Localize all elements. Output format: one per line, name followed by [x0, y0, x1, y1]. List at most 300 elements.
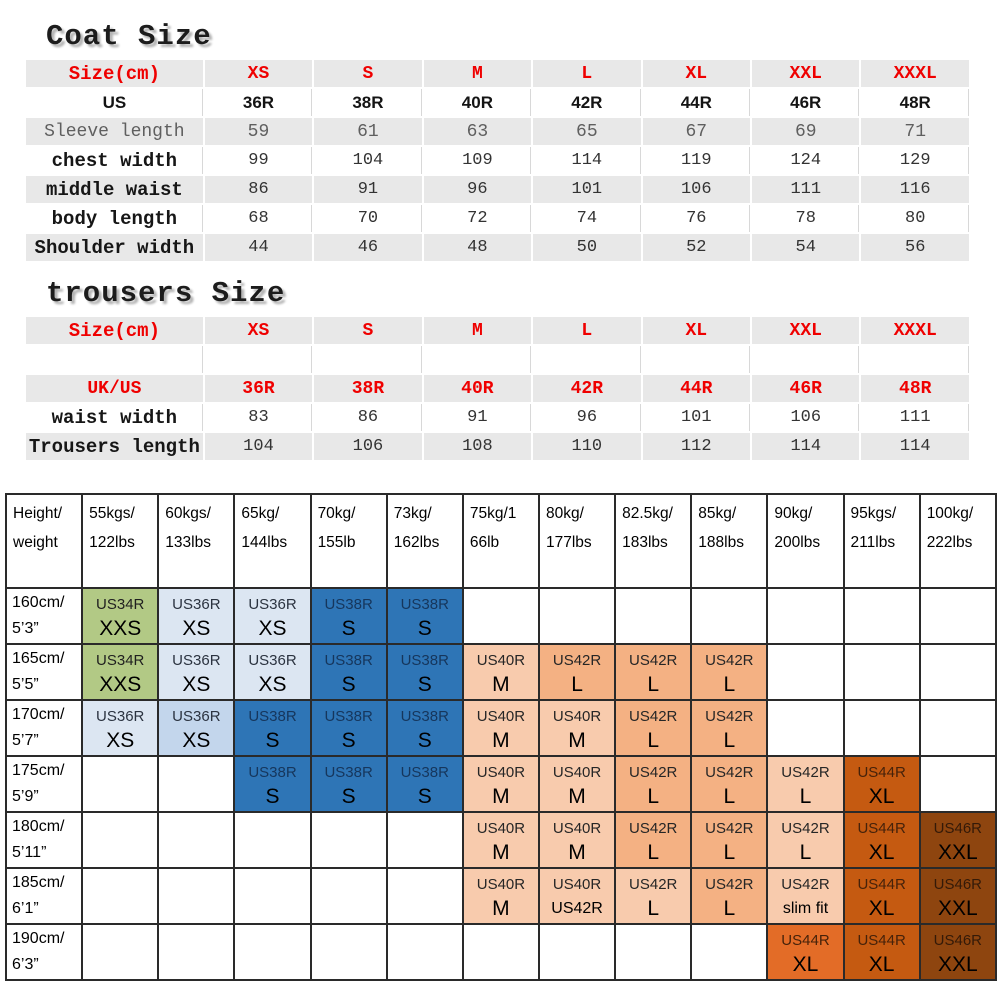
value-cell: 112 — [643, 433, 752, 462]
fit-size-code: US42R — [705, 652, 754, 669]
fit-size-letter: XXS — [99, 617, 142, 640]
value-cell: 63 — [424, 118, 533, 147]
matrix-row — [6, 588, 996, 644]
fit-cell — [158, 588, 234, 644]
value-cell: 68 — [205, 205, 314, 234]
fit-size-letter: XS — [258, 617, 287, 640]
value-cell: 80 — [861, 205, 971, 234]
size-header-cell: XXXL — [861, 317, 971, 346]
matrix-row — [6, 924, 996, 980]
fit-size-letter: L — [647, 785, 660, 808]
fit-size-letter: L — [647, 673, 660, 696]
fit-size-letter: M — [492, 673, 510, 696]
value-cell: 91 — [314, 176, 423, 205]
value-cell: 40R — [424, 89, 533, 118]
fit-size-letter: XS — [258, 673, 287, 696]
fit-cell — [82, 700, 158, 756]
fit-cell — [920, 812, 996, 868]
fit-size-letter: S — [417, 785, 432, 808]
empty-fit-cell — [844, 588, 920, 644]
value-cell: 116 — [861, 176, 971, 205]
value-cell: 40R — [424, 375, 533, 404]
fit-size-letter: L — [723, 673, 736, 696]
size-header-cell: L — [533, 60, 642, 89]
fit-size-code: US36R — [96, 708, 145, 725]
size-header-label: Size(cm) — [26, 60, 205, 89]
fit-size-letter: L — [799, 785, 812, 808]
empty-fit-cell — [463, 924, 539, 980]
value-cell: 78 — [752, 205, 861, 234]
value-cell: 52 — [643, 234, 752, 263]
height-label-cell: 160cm/ 5’3” — [6, 588, 82, 644]
fit-cell — [311, 700, 387, 756]
matrix-row — [6, 812, 996, 868]
table-row — [26, 375, 971, 404]
value-cell: 50 — [533, 234, 642, 263]
weight-header-cell: 85kg/ 188lbs — [691, 494, 767, 588]
value-cell: 61 — [314, 118, 423, 147]
empty-fit-cell — [158, 924, 234, 980]
empty-fit-cell — [82, 924, 158, 980]
fit-size-code: US44R — [857, 932, 906, 949]
fit-size-code: US40R — [476, 876, 526, 893]
coat-size-table — [26, 60, 971, 263]
fit-cell — [463, 644, 539, 700]
fit-size-letter: S — [341, 673, 356, 696]
fit-cell — [311, 588, 387, 644]
fit-size-letter: US42R — [551, 900, 603, 917]
fit-cell — [615, 644, 691, 700]
size-header-cell: XXL — [752, 317, 861, 346]
empty-fit-cell — [920, 644, 996, 700]
fit-cell — [767, 868, 843, 924]
fit-cell — [539, 868, 615, 924]
fit-size-code: US38R — [400, 596, 449, 613]
size-header-row — [26, 317, 971, 346]
empty-fit-cell — [311, 868, 387, 924]
row-label-cell: Trousers length — [26, 433, 205, 462]
fit-size-code: US42R — [705, 764, 754, 781]
fit-size-letter: L — [647, 897, 660, 920]
fit-cell — [767, 756, 843, 812]
fit-cell — [615, 812, 691, 868]
fit-cell — [234, 700, 310, 756]
fit-size-code: US36R — [172, 708, 221, 725]
fit-size-letter: XXL — [937, 953, 978, 976]
value-cell: 36R — [205, 375, 314, 404]
empty-fit-cell — [920, 756, 996, 812]
fit-size-code: US44R — [857, 876, 906, 893]
fit-size-code: US38R — [248, 764, 297, 781]
empty-fit-cell — [844, 700, 920, 756]
height-label-cell: 185cm/ 6’1” — [6, 868, 82, 924]
fit-cell — [615, 700, 691, 756]
height-label-cell: 170cm/ 5’7” — [6, 700, 82, 756]
table-row — [26, 205, 971, 234]
table-row — [26, 433, 971, 462]
empty-fit-cell — [691, 588, 767, 644]
fit-size-letter: S — [417, 617, 432, 640]
row-label-cell: chest width — [26, 147, 205, 176]
value-cell — [643, 346, 752, 375]
empty-fit-cell — [234, 924, 310, 980]
fit-size-code: US42R — [781, 820, 830, 837]
fit-size-code: US40R — [476, 708, 526, 725]
fit-size-letter: L — [647, 841, 660, 864]
fit-size-letter: XL — [868, 897, 895, 920]
size-header-cell: L — [533, 317, 642, 346]
coat-size-title: Coat Size — [46, 20, 212, 53]
fit-size-code: US40R — [552, 876, 602, 893]
empty-fit-cell — [82, 756, 158, 812]
fit-cell — [387, 700, 463, 756]
height-weight-fit-matrix — [5, 493, 997, 981]
value-cell: 114 — [533, 147, 642, 176]
fit-size-code: US42R — [629, 820, 678, 837]
size-header-cell: S — [314, 60, 423, 89]
fit-size-code: US42R — [552, 652, 602, 669]
empty-fit-cell — [234, 812, 310, 868]
value-cell: 104 — [314, 147, 423, 176]
fit-size-letter: M — [568, 841, 586, 864]
weight-header-cell: 82.5kg/ 183lbs — [615, 494, 691, 588]
empty-fit-cell — [387, 868, 463, 924]
fit-size-code: US44R — [781, 932, 830, 949]
size-header-cell: XXXL — [861, 60, 971, 89]
fit-size-letter: slim fit — [782, 900, 829, 917]
value-cell: 44R — [643, 375, 752, 404]
size-header-row — [26, 60, 971, 89]
fit-size-code: US42R — [705, 876, 754, 893]
fit-cell — [387, 756, 463, 812]
fit-size-code: US34R — [96, 652, 145, 669]
fit-size-code: US42R — [781, 876, 830, 893]
fit-size-letter: XL — [868, 841, 895, 864]
weight-header-cell: 80kg/ 177lbs — [539, 494, 615, 588]
empty-fit-cell — [463, 588, 539, 644]
value-cell — [424, 346, 533, 375]
size-header-cell: M — [424, 317, 533, 346]
fit-size-letter: XXS — [99, 673, 142, 696]
table-row — [26, 118, 971, 147]
size-header-cell: XL — [643, 60, 752, 89]
empty-fit-cell — [234, 868, 310, 924]
fit-cell — [387, 644, 463, 700]
value-cell: 48R — [861, 89, 971, 118]
fit-cell — [463, 700, 539, 756]
row-label-cell: Shoulder width — [26, 234, 205, 263]
fit-size-letter: M — [492, 785, 510, 808]
height-label-cell: 180cm/ 5’11” — [6, 812, 82, 868]
empty-fit-cell — [539, 588, 615, 644]
fit-size-letter: M — [568, 785, 586, 808]
fit-cell — [463, 756, 539, 812]
fit-size-code: US38R — [324, 596, 373, 613]
fit-size-letter: S — [341, 617, 356, 640]
value-cell: 67 — [643, 118, 752, 147]
fit-size-letter: L — [723, 785, 736, 808]
value-cell — [533, 346, 642, 375]
size-header-label: Size(cm) — [26, 317, 205, 346]
fit-cell — [463, 812, 539, 868]
value-cell: 83 — [205, 404, 314, 433]
fit-size-letter: S — [341, 785, 356, 808]
fit-size-letter: XS — [182, 729, 211, 752]
value-cell: 106 — [643, 176, 752, 205]
matrix-header-row — [6, 494, 996, 588]
row-label-cell: waist width — [26, 404, 205, 433]
fit-cell — [615, 756, 691, 812]
value-cell: 54 — [752, 234, 861, 263]
row-label-cell: UK/US — [26, 375, 205, 404]
fit-size-code: US42R — [705, 820, 754, 837]
fit-size-code: US36R — [248, 652, 297, 669]
fit-cell — [234, 756, 310, 812]
fit-cell — [463, 868, 539, 924]
matrix-row — [6, 868, 996, 924]
value-cell: 119 — [643, 147, 752, 176]
value-cell: 65 — [533, 118, 642, 147]
value-cell: 44 — [205, 234, 314, 263]
fit-size-letter: L — [647, 729, 660, 752]
row-label-cell: Sleeve length — [26, 118, 205, 147]
fit-cell — [615, 868, 691, 924]
fit-size-code: US40R — [476, 764, 526, 781]
empty-fit-cell — [311, 812, 387, 868]
fit-cell — [234, 588, 310, 644]
value-cell — [752, 346, 861, 375]
empty-fit-cell — [615, 924, 691, 980]
value-cell: 91 — [424, 404, 533, 433]
fit-size-letter: XXL — [937, 841, 978, 864]
fit-cell — [844, 924, 920, 980]
weight-header-cell: 55kgs/ 122lbs — [82, 494, 158, 588]
value-cell: 72 — [424, 205, 533, 234]
value-cell: 70 — [314, 205, 423, 234]
empty-fit-cell — [767, 588, 843, 644]
value-cell: 109 — [424, 147, 533, 176]
value-cell: 44R — [643, 89, 752, 118]
value-cell: 59 — [205, 118, 314, 147]
fit-size-letter: M — [568, 729, 586, 752]
fit-cell — [539, 700, 615, 756]
fit-size-letter: S — [417, 673, 432, 696]
fit-cell — [311, 644, 387, 700]
value-cell: 111 — [861, 404, 971, 433]
empty-fit-cell — [844, 644, 920, 700]
matrix-corner-cell: Height/ weight — [6, 494, 82, 588]
fit-size-code: US38R — [324, 764, 373, 781]
fit-size-code: US42R — [781, 764, 830, 781]
weight-header-cell: 90kg/ 200lbs — [767, 494, 843, 588]
fit-cell — [691, 700, 767, 756]
fit-size-letter: L — [723, 897, 736, 920]
fit-size-code: US44R — [857, 764, 906, 781]
fit-cell — [387, 588, 463, 644]
fit-cell — [158, 644, 234, 700]
value-cell: 101 — [533, 176, 642, 205]
empty-fit-cell — [539, 924, 615, 980]
fit-size-code: US38R — [400, 652, 449, 669]
size-header-cell: XL — [643, 317, 752, 346]
fit-cell — [767, 924, 843, 980]
fit-size-letter: XXL — [937, 897, 978, 920]
fit-size-code: US42R — [705, 708, 754, 725]
fit-size-code: US38R — [400, 764, 449, 781]
fit-size-code: US38R — [400, 708, 449, 725]
fit-size-code: US42R — [629, 764, 678, 781]
fit-size-code: US38R — [324, 652, 373, 669]
value-cell: 96 — [533, 404, 642, 433]
fit-size-code: US36R — [248, 596, 297, 613]
value-cell — [205, 346, 314, 375]
empty-fit-cell — [767, 700, 843, 756]
fit-size-letter: L — [799, 841, 812, 864]
matrix-row — [6, 756, 996, 812]
empty-fit-cell — [158, 756, 234, 812]
fit-cell — [844, 868, 920, 924]
fit-size-letter: XS — [106, 729, 135, 752]
value-cell: 36R — [205, 89, 314, 118]
row-label-cell: middle waist — [26, 176, 205, 205]
table-row — [26, 89, 971, 118]
fit-size-letter: S — [265, 729, 280, 752]
trousers-size-table — [26, 317, 971, 462]
weight-header-cell: 73kg/ 162lbs — [387, 494, 463, 588]
fit-size-code: US40R — [476, 652, 526, 669]
fit-size-code: US36R — [172, 596, 221, 613]
fit-size-letter: XS — [182, 673, 211, 696]
value-cell: 38R — [314, 375, 423, 404]
fit-size-code: US42R — [629, 876, 678, 893]
value-cell: 96 — [424, 176, 533, 205]
value-cell: 69 — [752, 118, 861, 147]
value-cell: 48R — [861, 375, 971, 404]
matrix-row — [6, 700, 996, 756]
value-cell: 129 — [861, 147, 971, 176]
value-cell: 42R — [533, 375, 642, 404]
size-header-cell: S — [314, 317, 423, 346]
row-label-cell: body length — [26, 205, 205, 234]
value-cell: 46 — [314, 234, 423, 263]
fit-size-letter: S — [341, 729, 356, 752]
weight-header-cell: 100kg/ 222lbs — [920, 494, 996, 588]
value-cell: 86 — [314, 404, 423, 433]
fit-size-code: US38R — [248, 708, 297, 725]
value-cell: 56 — [861, 234, 971, 263]
empty-fit-cell — [82, 812, 158, 868]
row-label-cell — [26, 346, 205, 375]
fit-size-letter: L — [723, 729, 736, 752]
size-header-cell: XS — [205, 60, 314, 89]
fit-size-letter: M — [492, 729, 510, 752]
weight-header-cell: 75kg/1 66lb — [463, 494, 539, 588]
fit-cell — [844, 756, 920, 812]
value-cell: 114 — [752, 433, 861, 462]
fit-cell — [920, 924, 996, 980]
value-cell: 48 — [424, 234, 533, 263]
fit-size-letter: L — [571, 673, 583, 696]
table-row — [26, 234, 971, 263]
weight-header-cell: 70kg/ 155lb — [311, 494, 387, 588]
fit-size-letter: S — [265, 785, 280, 808]
empty-fit-cell — [920, 700, 996, 756]
empty-fit-cell — [615, 588, 691, 644]
value-cell: 106 — [752, 404, 861, 433]
value-cell: 46R — [752, 375, 861, 404]
value-cell: 99 — [205, 147, 314, 176]
fit-cell — [920, 868, 996, 924]
height-label-cell: 190cm/ 6’3” — [6, 924, 82, 980]
weight-header-cell: 95kgs/ 211lbs — [844, 494, 920, 588]
table-row — [26, 176, 971, 205]
fit-cell — [691, 644, 767, 700]
table-row — [26, 404, 971, 433]
value-cell — [861, 346, 971, 375]
size-header-cell: XS — [205, 317, 314, 346]
empty-fit-cell — [767, 644, 843, 700]
weight-header-cell: 65kg/ 144lbs — [234, 494, 310, 588]
value-cell: 108 — [424, 433, 533, 462]
fit-cell — [539, 756, 615, 812]
empty-fit-cell — [82, 868, 158, 924]
fit-size-code: US46R — [933, 876, 983, 893]
value-cell: 38R — [314, 89, 423, 118]
matrix-row — [6, 644, 996, 700]
fit-cell — [691, 756, 767, 812]
fit-size-code: US42R — [629, 652, 678, 669]
height-label-cell: 175cm/ 5’9” — [6, 756, 82, 812]
height-label-cell: 165cm/ 5’5” — [6, 644, 82, 700]
fit-size-code: US38R — [324, 708, 373, 725]
fit-cell — [844, 812, 920, 868]
fit-size-letter: M — [492, 897, 510, 920]
value-cell: 76 — [643, 205, 752, 234]
empty-fit-cell — [158, 868, 234, 924]
fit-size-letter: M — [492, 841, 510, 864]
fit-size-letter: S — [417, 729, 432, 752]
empty-fit-cell — [311, 924, 387, 980]
fit-size-code: US34R — [96, 596, 145, 613]
value-cell: 74 — [533, 205, 642, 234]
fit-size-letter: XL — [792, 953, 819, 976]
fit-cell — [691, 812, 767, 868]
weight-header-cell: 60kgs/ 133lbs — [158, 494, 234, 588]
fit-size-code: US40R — [552, 764, 602, 781]
fit-size-code: US44R — [857, 820, 906, 837]
fit-size-letter: L — [723, 841, 736, 864]
fit-cell — [82, 588, 158, 644]
fit-size-code: US40R — [552, 820, 602, 837]
fit-cell — [539, 644, 615, 700]
fit-cell — [539, 812, 615, 868]
size-header-cell: XXL — [752, 60, 861, 89]
row-label-cell: US — [26, 89, 205, 118]
empty-fit-cell — [920, 588, 996, 644]
fit-size-code: US40R — [476, 820, 526, 837]
value-cell: 101 — [643, 404, 752, 433]
value-cell: 46R — [752, 89, 861, 118]
fit-size-letter: XL — [868, 785, 895, 808]
fit-size-code: US36R — [172, 652, 221, 669]
value-cell: 71 — [861, 118, 971, 147]
trousers-size-title: trousers Size — [46, 277, 286, 310]
fit-size-code: US42R — [629, 708, 678, 725]
value-cell: 110 — [533, 433, 642, 462]
table-row — [26, 147, 971, 176]
empty-fit-cell — [387, 924, 463, 980]
empty-fit-cell — [387, 812, 463, 868]
